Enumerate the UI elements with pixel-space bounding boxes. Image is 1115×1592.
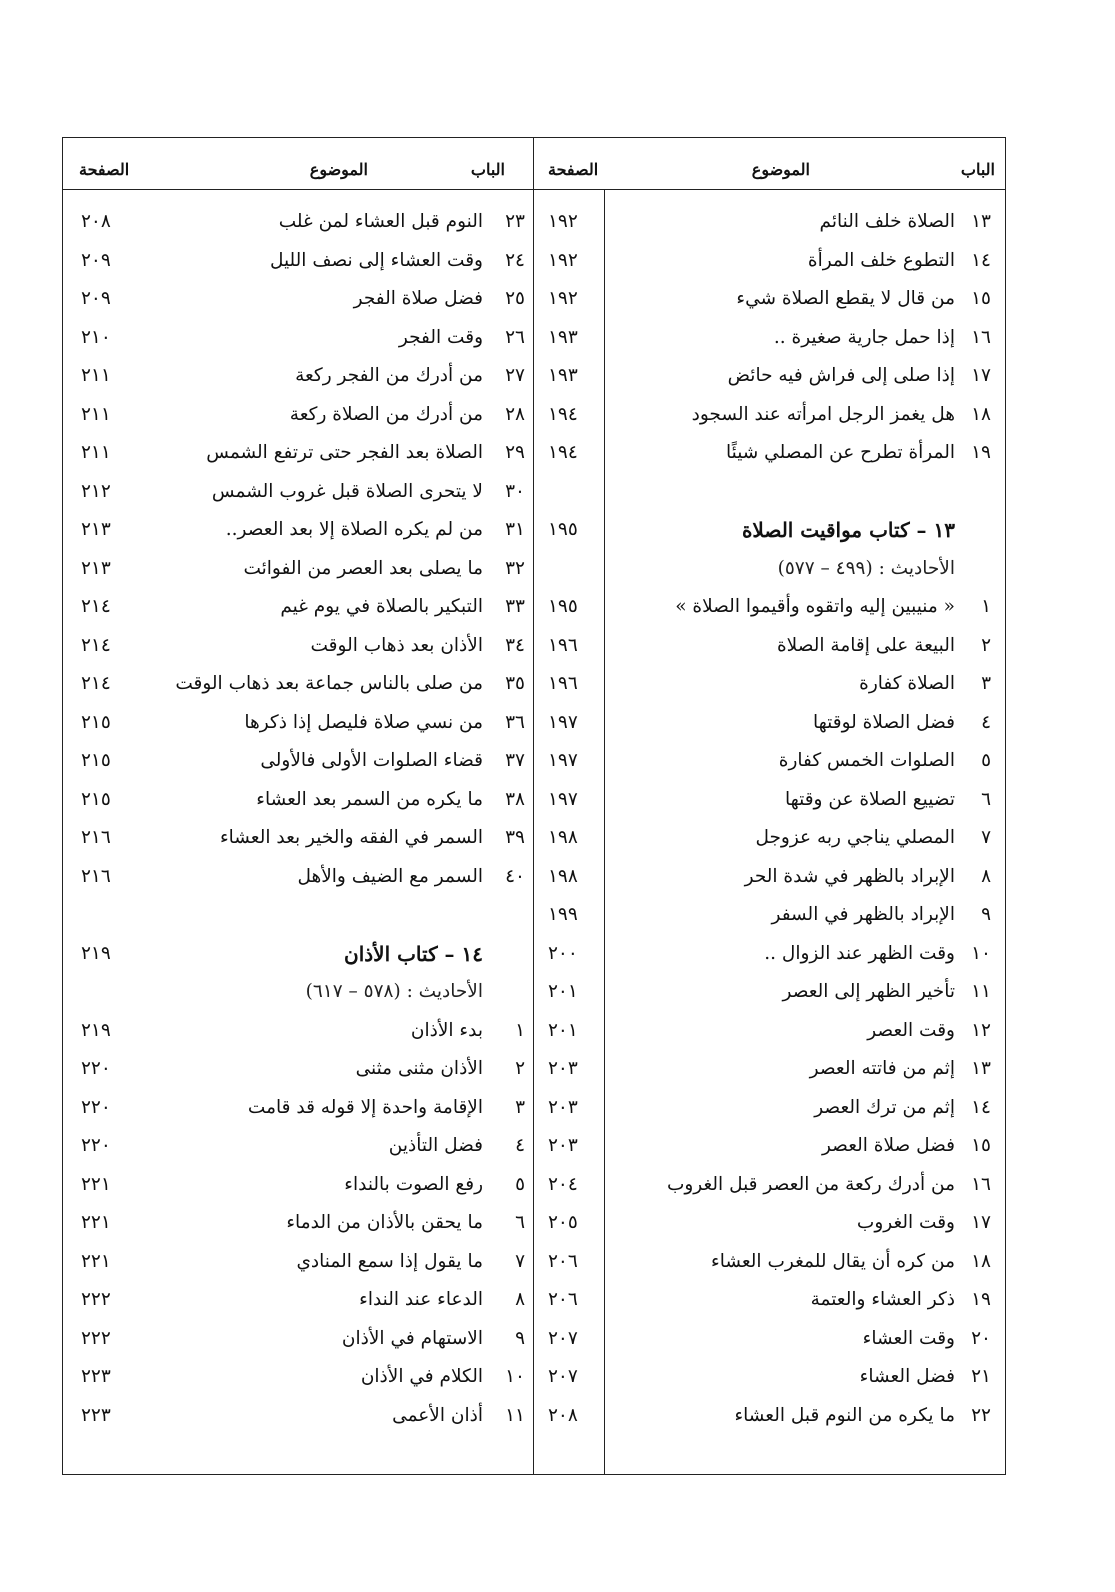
page-number: ٢١٥ (81, 711, 111, 733)
toc-entry (63, 826, 533, 865)
page-number: ١٩٦ (548, 673, 578, 694)
page-number: ٢١٥ (81, 750, 111, 771)
page-number: ٢٢٠ (81, 1096, 111, 1118)
page-number: ١٩٧ (548, 750, 578, 771)
page-number: ٢١٣ (81, 557, 111, 579)
toc-entry (534, 672, 1005, 711)
toc-entry (534, 1404, 1005, 1443)
topic-title: الصلاة كفارة (859, 673, 955, 694)
page-number: ٢١٦ (81, 865, 111, 887)
topic-title: وقت العشاء (862, 1327, 955, 1349)
chapter-number: ٤٠ (505, 865, 525, 887)
chapter-number: ٣ (515, 1096, 525, 1118)
page-number: ٢١٥ (81, 788, 111, 810)
topic-title: ما يقول إذا سمع المنادي (296, 1250, 483, 1272)
toc-entry (63, 403, 533, 442)
toc-entry (63, 441, 533, 480)
toc-entry (534, 826, 1005, 865)
page-number: ٢٠١ (548, 1019, 578, 1041)
toc-entry (63, 1096, 533, 1135)
chapter-number: ٣٣ (505, 596, 525, 617)
toc-entry (63, 1134, 533, 1173)
page-number: ٢١١ (81, 365, 111, 386)
chapter-number: ٢٨ (505, 403, 525, 425)
topic-title: فضل الصلاة لوقتها (813, 711, 955, 733)
chapter-number: ١٠ (971, 942, 991, 964)
chapter-number: ٤ (515, 1135, 525, 1156)
toc-entry (63, 210, 533, 249)
toc-entry (534, 210, 1005, 249)
toc-entry (63, 1019, 533, 1058)
toc-entry (63, 249, 533, 288)
toc-entry (534, 1211, 1005, 1250)
page-number: ٢١٦ (81, 827, 111, 848)
toc-entry (534, 1134, 1005, 1173)
topic-title: فضل التأذين (388, 1135, 483, 1156)
page-number: ٢٢٢ (81, 1289, 111, 1310)
chapter-number: ٣٦ (505, 711, 525, 733)
page-number: ٢٠٩ (81, 288, 111, 309)
topic-title: لا يتحرى الصلاة قبل غروب الشمس (211, 480, 483, 502)
chapter-number: ١٤ (971, 1096, 991, 1118)
page-number: ١٩٤ (548, 442, 578, 463)
topic-title: فضل صلاة العصر (821, 1135, 955, 1156)
page-number: ٢٠٨ (81, 211, 111, 232)
page-number: ٢١٣ (81, 519, 111, 540)
page-number: ٢٢٠ (81, 1058, 111, 1079)
page-number: ٢١٢ (81, 480, 111, 502)
topic-title: هل يغمز الرجل امرأته عند السجود (691, 403, 955, 425)
chapter-number: ٣ (981, 673, 991, 694)
topic-title: بدء الأذان (410, 1019, 483, 1041)
page-number: ١٩٣ (548, 326, 578, 348)
toc-entry (534, 287, 1005, 326)
topic-title: ما يصلى بعد العصر من الفوائت (243, 557, 483, 579)
topic-title: الصلاة بعد الفجر حتى ترتفع الشمس (206, 442, 483, 463)
topic-title: من قال لا يقطع الصلاة شيء (736, 288, 955, 309)
toc-entry (63, 634, 533, 673)
topic-title: وقت الغروب (856, 1212, 955, 1233)
topic-title: الإبراد بالظهر في السفر (771, 904, 955, 925)
topic-title: الإقامة واحدة إلا قوله قد قامت (247, 1096, 483, 1118)
page-number: ٢٠٠ (548, 942, 578, 964)
header-bab: الباب (470, 160, 505, 179)
page-number: ٢٠٣ (548, 1135, 578, 1156)
chapter-number: ٢٠ (971, 1327, 991, 1349)
chapter-number: ٣٧ (505, 750, 525, 771)
toc-entry (534, 326, 1005, 365)
topic-title: الإبراد بالظهر في شدة الحر (744, 865, 955, 887)
page-number: ١٩٦ (548, 634, 578, 656)
chapter-number: ٧ (981, 827, 991, 848)
topic-title: النوم قبل العشاء لمن غلب (278, 211, 483, 232)
topic-title: « منيبين إليه واتقوه وأقيموا الصلاة » (675, 596, 955, 617)
chapter-number: ١٣ (971, 1058, 991, 1079)
chapter-number: ١٧ (971, 365, 991, 386)
book-heading-row (63, 942, 533, 981)
page-number: ٢١٩ (81, 1019, 111, 1041)
chapter-number: ٢٥ (505, 288, 525, 309)
toc-entry (63, 1365, 533, 1404)
topic-title: من أدرك ركعة من العصر قبل الغروب (666, 1173, 955, 1195)
chapter-number: ٢ (515, 1058, 525, 1079)
toc-entry (63, 595, 533, 634)
chapter-number: ٤ (981, 711, 991, 733)
toc-entry (63, 865, 533, 904)
page-number: ١٩٨ (548, 827, 578, 848)
toc-entry (534, 749, 1005, 788)
chapter-number: ١٥ (971, 1135, 991, 1156)
topic-title: ١٤ – كتاب الأذان (344, 941, 483, 966)
chapter-number: ٣٤ (505, 634, 525, 656)
topic-title: الأحاديث : (٤٩٩ – ٥٧٧) (777, 557, 955, 579)
chapter-number: ١٨ (971, 1250, 991, 1272)
topic-title: المرأة تطرح عن المصلي شيئًا (726, 442, 955, 463)
topic-title: التطوع خلف المرأة (807, 249, 955, 271)
topic-title: من أدرك من الصلاة ركعة (289, 403, 483, 425)
page-number: ٢٢٣ (81, 1366, 111, 1387)
chapter-number: ٢٩ (505, 442, 525, 463)
toc-entry (63, 557, 533, 596)
toc-entry (534, 711, 1005, 750)
topic-title: من كره أن يقال للمغرب العشاء (711, 1250, 955, 1272)
chapter-number: ١١ (971, 981, 991, 1002)
topic-title: الأذان بعد ذهاب الوقت (310, 634, 483, 656)
topic-title: تأخير الظهر إلى العصر (782, 981, 955, 1002)
toc-entry (63, 1173, 533, 1212)
page-number: ٢٠٤ (548, 1173, 578, 1195)
topic-title: قضاء الصلوات الأولى فالأولى (260, 750, 483, 771)
chapter-number: ٢٣ (505, 211, 525, 232)
topic-title: الأذان مثنى مثنى (355, 1058, 483, 1079)
toc-entry (534, 865, 1005, 904)
hadith-range-row (63, 980, 533, 1019)
chapter-number: ١٢ (971, 1019, 991, 1041)
page-number: ٢٢٢ (81, 1327, 111, 1349)
toc-entry (534, 249, 1005, 288)
topic-title: إثم من ترك العصر (814, 1096, 955, 1118)
topic-title: السمر مع الضيف والأهل (297, 865, 483, 887)
toc-rows-right (534, 210, 1005, 1442)
topic-title: وقت الفجر (398, 326, 483, 348)
page-number: ١٩٧ (548, 711, 578, 733)
page-number: ٢١١ (81, 442, 111, 463)
toc-rows-left (63, 210, 533, 1442)
chapter-number: ٧ (515, 1250, 525, 1272)
page-number: ٢٠٦ (548, 1250, 578, 1272)
page-number: ١٩٣ (548, 365, 578, 386)
page-number: ١٩٢ (548, 249, 578, 271)
page-number: ١٩٢ (548, 288, 578, 309)
chapter-number: ١ (981, 596, 991, 617)
page-number: ٢٠٨ (548, 1404, 578, 1426)
chapter-number: ١٩ (971, 1289, 991, 1310)
topic-title: من صلى بالناس جماعة بعد ذهاب الوقت (175, 673, 483, 694)
header-mawdu: الموضوع (309, 160, 368, 179)
hadith-range-row (534, 557, 1005, 596)
chapter-number: ٢٦ (505, 326, 525, 348)
chapter-number: ١٠ (505, 1366, 525, 1387)
topic-title: الأحاديث : (٥٧٨ – ٦١٧) (305, 981, 483, 1002)
chapter-number: ٦ (515, 1212, 525, 1233)
table-of-contents (62, 137, 1006, 1475)
page-number: ٢٠١ (548, 981, 578, 1002)
toc-entry (63, 326, 533, 365)
topic-title: الكلام في الأذان (360, 1366, 483, 1387)
chapter-number: ١٥ (971, 288, 991, 309)
toc-entry (534, 441, 1005, 480)
chapter-number: ٣٥ (505, 673, 525, 694)
topic-title: إذا حمل جارية صغيرة .. (773, 326, 955, 348)
header-safha: الصفحة (548, 160, 599, 179)
page-number: ١٩٤ (548, 403, 578, 425)
topic-title: من أدرك من الفجر ركعة (295, 365, 483, 386)
chapter-number: ٦ (981, 788, 991, 810)
toc-entry (63, 903, 533, 942)
chapter-number: ٣٢ (505, 557, 525, 579)
toc-entry (63, 749, 533, 788)
chapter-number: ١١ (505, 1404, 525, 1426)
toc-entry (534, 595, 1005, 634)
column-header (63, 138, 533, 190)
toc-entry (63, 1288, 533, 1327)
chapter-number: ٩ (515, 1327, 525, 1349)
header-safha: الصفحة (79, 160, 130, 179)
chapter-number: ٣٨ (505, 788, 525, 810)
page-number: ٢١٤ (81, 596, 111, 617)
topic-title: وقت العصر (867, 1019, 955, 1041)
toc-entry (63, 788, 533, 827)
page-number: ٢٠٧ (548, 1327, 578, 1349)
page-number: ٢٢٠ (81, 1135, 111, 1156)
toc-entry (63, 1211, 533, 1250)
page-number: ٢٢١ (81, 1212, 111, 1233)
page-number: ١٩٨ (548, 865, 578, 887)
page-number: ١٩٢ (548, 211, 578, 232)
page-number: ١٩٧ (548, 788, 578, 810)
page-number: ٢٢١ (81, 1250, 111, 1272)
topic-title: الدعاء عند النداء (359, 1289, 483, 1310)
toc-entry (534, 1096, 1005, 1135)
header-bab: الباب (960, 160, 995, 179)
toc-column-left (63, 138, 534, 1474)
chapter-number: ٢٧ (505, 365, 525, 386)
toc-entry (63, 1404, 533, 1443)
header-mawdu: الموضوع (751, 160, 810, 179)
chapter-number: ٥ (515, 1173, 525, 1195)
chapter-number: ٣١ (505, 519, 525, 540)
topic-title: الصلاة خلف النائم (819, 211, 955, 232)
toc-column-right (534, 138, 1005, 1474)
topic-title: إثم من فاتته العصر (809, 1058, 955, 1079)
topic-title: ما يحقن بالأذان من الدماء (286, 1212, 483, 1233)
topic-title: الصلوات الخمس كفارة (778, 750, 955, 771)
toc-entry (534, 364, 1005, 403)
page-number: ١٩٥ (548, 519, 578, 540)
topic-title: وقت العشاء إلى نصف الليل (269, 249, 483, 271)
chapter-number: ١٤ (971, 249, 991, 271)
toc-entry (63, 672, 533, 711)
page-number: ٢٠٥ (548, 1212, 578, 1233)
page-number: ٢١٤ (81, 634, 111, 656)
chapter-number: ٥ (981, 750, 991, 771)
page-number: ٢١١ (81, 403, 111, 425)
page-number: ٢٠٣ (548, 1058, 578, 1079)
toc-entry (534, 1019, 1005, 1058)
page-number: ٢٢١ (81, 1173, 111, 1195)
toc-entry (63, 1057, 533, 1096)
toc-entry (63, 287, 533, 326)
topic-title: فضل صلاة الفجر (353, 288, 483, 309)
toc-entry (63, 364, 533, 403)
toc-entry (534, 1327, 1005, 1366)
toc-entry (534, 1288, 1005, 1327)
chapter-number: ١٦ (971, 1173, 991, 1195)
chapter-number: ٢٢ (971, 1404, 991, 1426)
chapter-number: ١٣ (971, 211, 991, 232)
topic-title: وقت الظهر عند الزوال .. (764, 942, 955, 964)
page-number: ٢١٩ (81, 942, 111, 964)
topic-title: رفع الصوت بالنداء (344, 1173, 483, 1195)
topic-title: من لم يكره الصلاة إلا بعد العصر.. (225, 519, 483, 540)
chapter-number: ٣٩ (505, 827, 525, 848)
topic-title: المصلي يناجي ربه عزوجل (755, 827, 955, 848)
page-number: ٢٠٦ (548, 1289, 578, 1310)
topic-title: السمر في الفقه والخير بعد العشاء (219, 827, 483, 848)
toc-entry (534, 1173, 1005, 1212)
chapter-number: ٣٠ (505, 480, 525, 502)
topic-title: من نسي صلاة فليصل إذا ذكرها (244, 711, 483, 733)
chapter-number: ١٨ (971, 403, 991, 425)
toc-entry (63, 480, 533, 519)
toc-entry (63, 518, 533, 557)
chapter-number: ١٧ (971, 1212, 991, 1233)
chapter-number: ٨ (515, 1289, 525, 1310)
topic-title: التبكير بالصلاة في يوم غيم (280, 596, 483, 617)
toc-entry (534, 480, 1005, 519)
toc-entry (63, 711, 533, 750)
chapter-number: ٩ (981, 904, 991, 925)
chapter-number: ٨ (981, 865, 991, 887)
page-number: ٢١٠ (81, 326, 111, 348)
toc-entry (534, 788, 1005, 827)
chapter-number: ٢٤ (505, 249, 525, 271)
topic-title: إذا صلى إلى فراش فيه حائض (727, 365, 955, 386)
topic-title: أذان الأعمى (392, 1404, 483, 1426)
chapter-number: ١٦ (971, 326, 991, 348)
toc-entry (534, 634, 1005, 673)
topic-title: ما يكره من السمر بعد العشاء (256, 788, 483, 810)
topic-title: تضييع الصلاة عن وقتها (784, 788, 955, 810)
topic-title: فضل العشاء (859, 1366, 955, 1387)
topic-title: ١٣ – كتاب مواقيت الصلاة (741, 518, 955, 542)
page-number: ١٩٥ (548, 596, 578, 617)
column-header (534, 138, 1005, 190)
page-number: ٢٠٧ (548, 1366, 578, 1387)
chapter-number: ٢١ (971, 1366, 991, 1387)
toc-entry (534, 1250, 1005, 1289)
toc-entry (63, 1250, 533, 1289)
toc-entry (534, 1365, 1005, 1404)
topic-title: الاستهام في الأذان (341, 1327, 483, 1349)
toc-entry (534, 942, 1005, 981)
page-number: ٢٠٩ (81, 249, 111, 271)
page-number: ١٩٩ (548, 904, 578, 925)
page-number: ٢٢٣ (81, 1404, 111, 1426)
toc-entry (534, 980, 1005, 1019)
toc-entry (534, 1057, 1005, 1096)
book-heading-row (534, 518, 1005, 557)
toc-entry (534, 903, 1005, 942)
chapter-number: ٢ (981, 634, 991, 656)
chapter-number: ١٩ (971, 442, 991, 463)
topic-title: ما يكره من النوم قبل العشاء (734, 1404, 955, 1426)
chapter-number: ١ (515, 1019, 525, 1041)
page-number: ٢٠٣ (548, 1096, 578, 1118)
topic-title: ذكر العشاء والعتمة (810, 1289, 955, 1310)
toc-entry (63, 1327, 533, 1366)
toc-entry (534, 403, 1005, 442)
page-number: ٢١٤ (81, 673, 111, 694)
topic-title: البيعة على إقامة الصلاة (776, 634, 955, 656)
